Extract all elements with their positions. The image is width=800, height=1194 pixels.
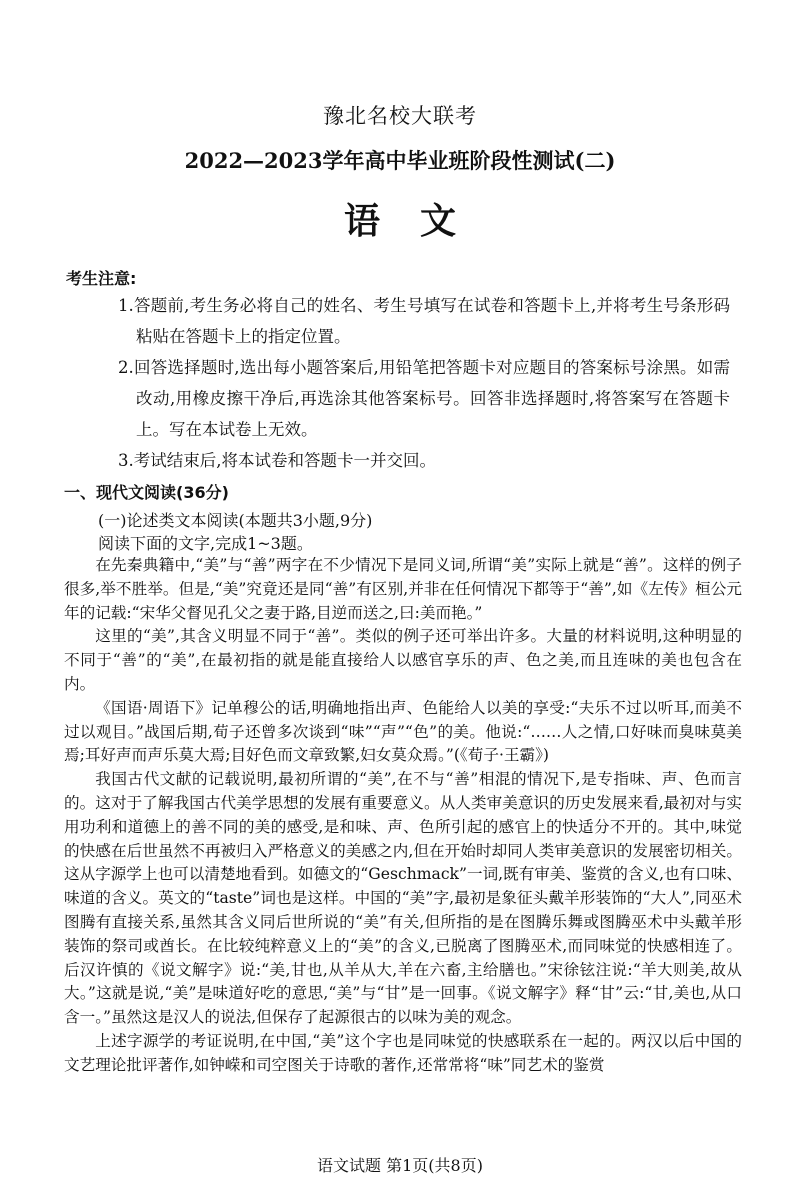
subsection-title: (一)论述类文本阅读(本题共3小题,9分) (98, 511, 373, 530)
passage-paragraph: 这里的“美”,其含义明显不同于“善”。类似的例子还可举出许多。大量的材料说明,这种明显的不同于“善”的“美”,在最初指的就是能直接给人以感官享乐的声、色之美,而且连味的美也包含在内。 (64, 627, 742, 693)
notice-item: 3.考试结束后,将本试卷和答题卡一并交回。 (118, 451, 436, 470)
reading-instruction: 阅读下面的文字,完成1~3题。 (98, 534, 313, 553)
section-title: 一、现代文阅读(36分) (64, 483, 229, 502)
passage-paragraph: 在先秦典籍中,“美”与“善”两字在不少情况下是同义词,所谓“美”实际上就是“善”。这样的例子很多,举不胜举。但是,“美”究竟还是同“善”有区别,并非在任何情况下都等于“善”,如《左传》桓公元年的记载:“宋华父督见孔父之妻于路,目逆而送之,曰:美而艳。” (64, 556, 742, 622)
page-footer: 语文试题 第1页(共8页) (317, 1156, 483, 1175)
notice-item: 2.回答选择题时,选出每小题答案后,用铅笔把答题卡对应题目的答案标号涂黑。如需改动,用橡皮擦干净后,再选涂其他答案标号。回答非选择题时,将答案写在答题卡上。写在本试卷上无效。 (118, 358, 730, 439)
passage-paragraph: 上述字源学的考证说明,在中国,“美”这个字也是同味觉的快感联系在一起的。两汉以后中国的文艺理论批评著作,如钟嵘和司空图关于诗歌的著作,还常常将“味”同艺术的鉴赏 (64, 1031, 742, 1074)
subject-title: 语文 (343, 200, 496, 242)
passage-paragraph: 我国古代文献的记载说明,最初所谓的“美”,在不与“善”相混的情况下,是专指味、声、色而言的。这对于了解我国古代美学思想的发展有重要意义。从人类审美意识的历史发展来看,最初对与实用功利和道德上的善不同的美的感受,是和味、声、色所引起的感官上的快适分不开的。其中,味觉的快感在后世虽然不再被归入严格意义的美感之内,但在开始时却同人类审美意识的发展密切相关。这从字源学上也可以清楚地看到。如德文的“Geschmack”一词,既有审美、鉴赏的含义,也有口味、味道的含义。英文的“taste”词也是这样。中国的“美”字,最初是象征头戴羊形装饰的“大人”,同巫术图腾有直接关系,虽然其含义同后世所说的“美”有关,但所指的是在图腾乐舞或图腾巫术中头戴羊形装饰的祭司或酋长。在比较纯粹意义上的“美”的含义,已脱离了图腾巫术,而同味觉的快感相连了。后汉许慎的《说文解字》说:“美,甘也,从羊从大,羊在六畜,主给膳也。”宋徐铉注说:“羊大则美,故从大。”这就是说,“美”是味道好吃的意思,“美”与“甘”是一回事。《说文解字》释“甘”云:“甘,美也,从口含一。”虽然这是汉人的说法,但保存了起源很古的以味为美的观念。 (64, 770, 742, 1027)
passage-paragraph: 《国语·周语下》记单穆公的话,明确地指出声、色能给人以美的享受:“夫乐不过以听耳,而美不过以观目。”战国后期,荀子还曾多次谈到“味”“声”“色”的美。他说:“……人之情,口好味而臭味莫美焉;耳好声而声乐莫大焉;目好色而文章致繁,妇女莫众焉。”(《荀子·王霸》) (64, 698, 742, 765)
notice-list (118, 290, 730, 476)
exam-title: 2022—2023学年高中毕业班阶段性测试(二) (184, 148, 616, 173)
notice-item: 1.答题前,考生务必将自己的姓名、考生号填写在试卷和答题卡上,并将考生号条形码粘贴在答题卡上的指定位置。 (118, 296, 730, 346)
reading-passage (64, 554, 742, 1078)
exam-name: 豫北名校大联考 (323, 104, 477, 128)
notice-title: 考生注意: (66, 269, 137, 288)
